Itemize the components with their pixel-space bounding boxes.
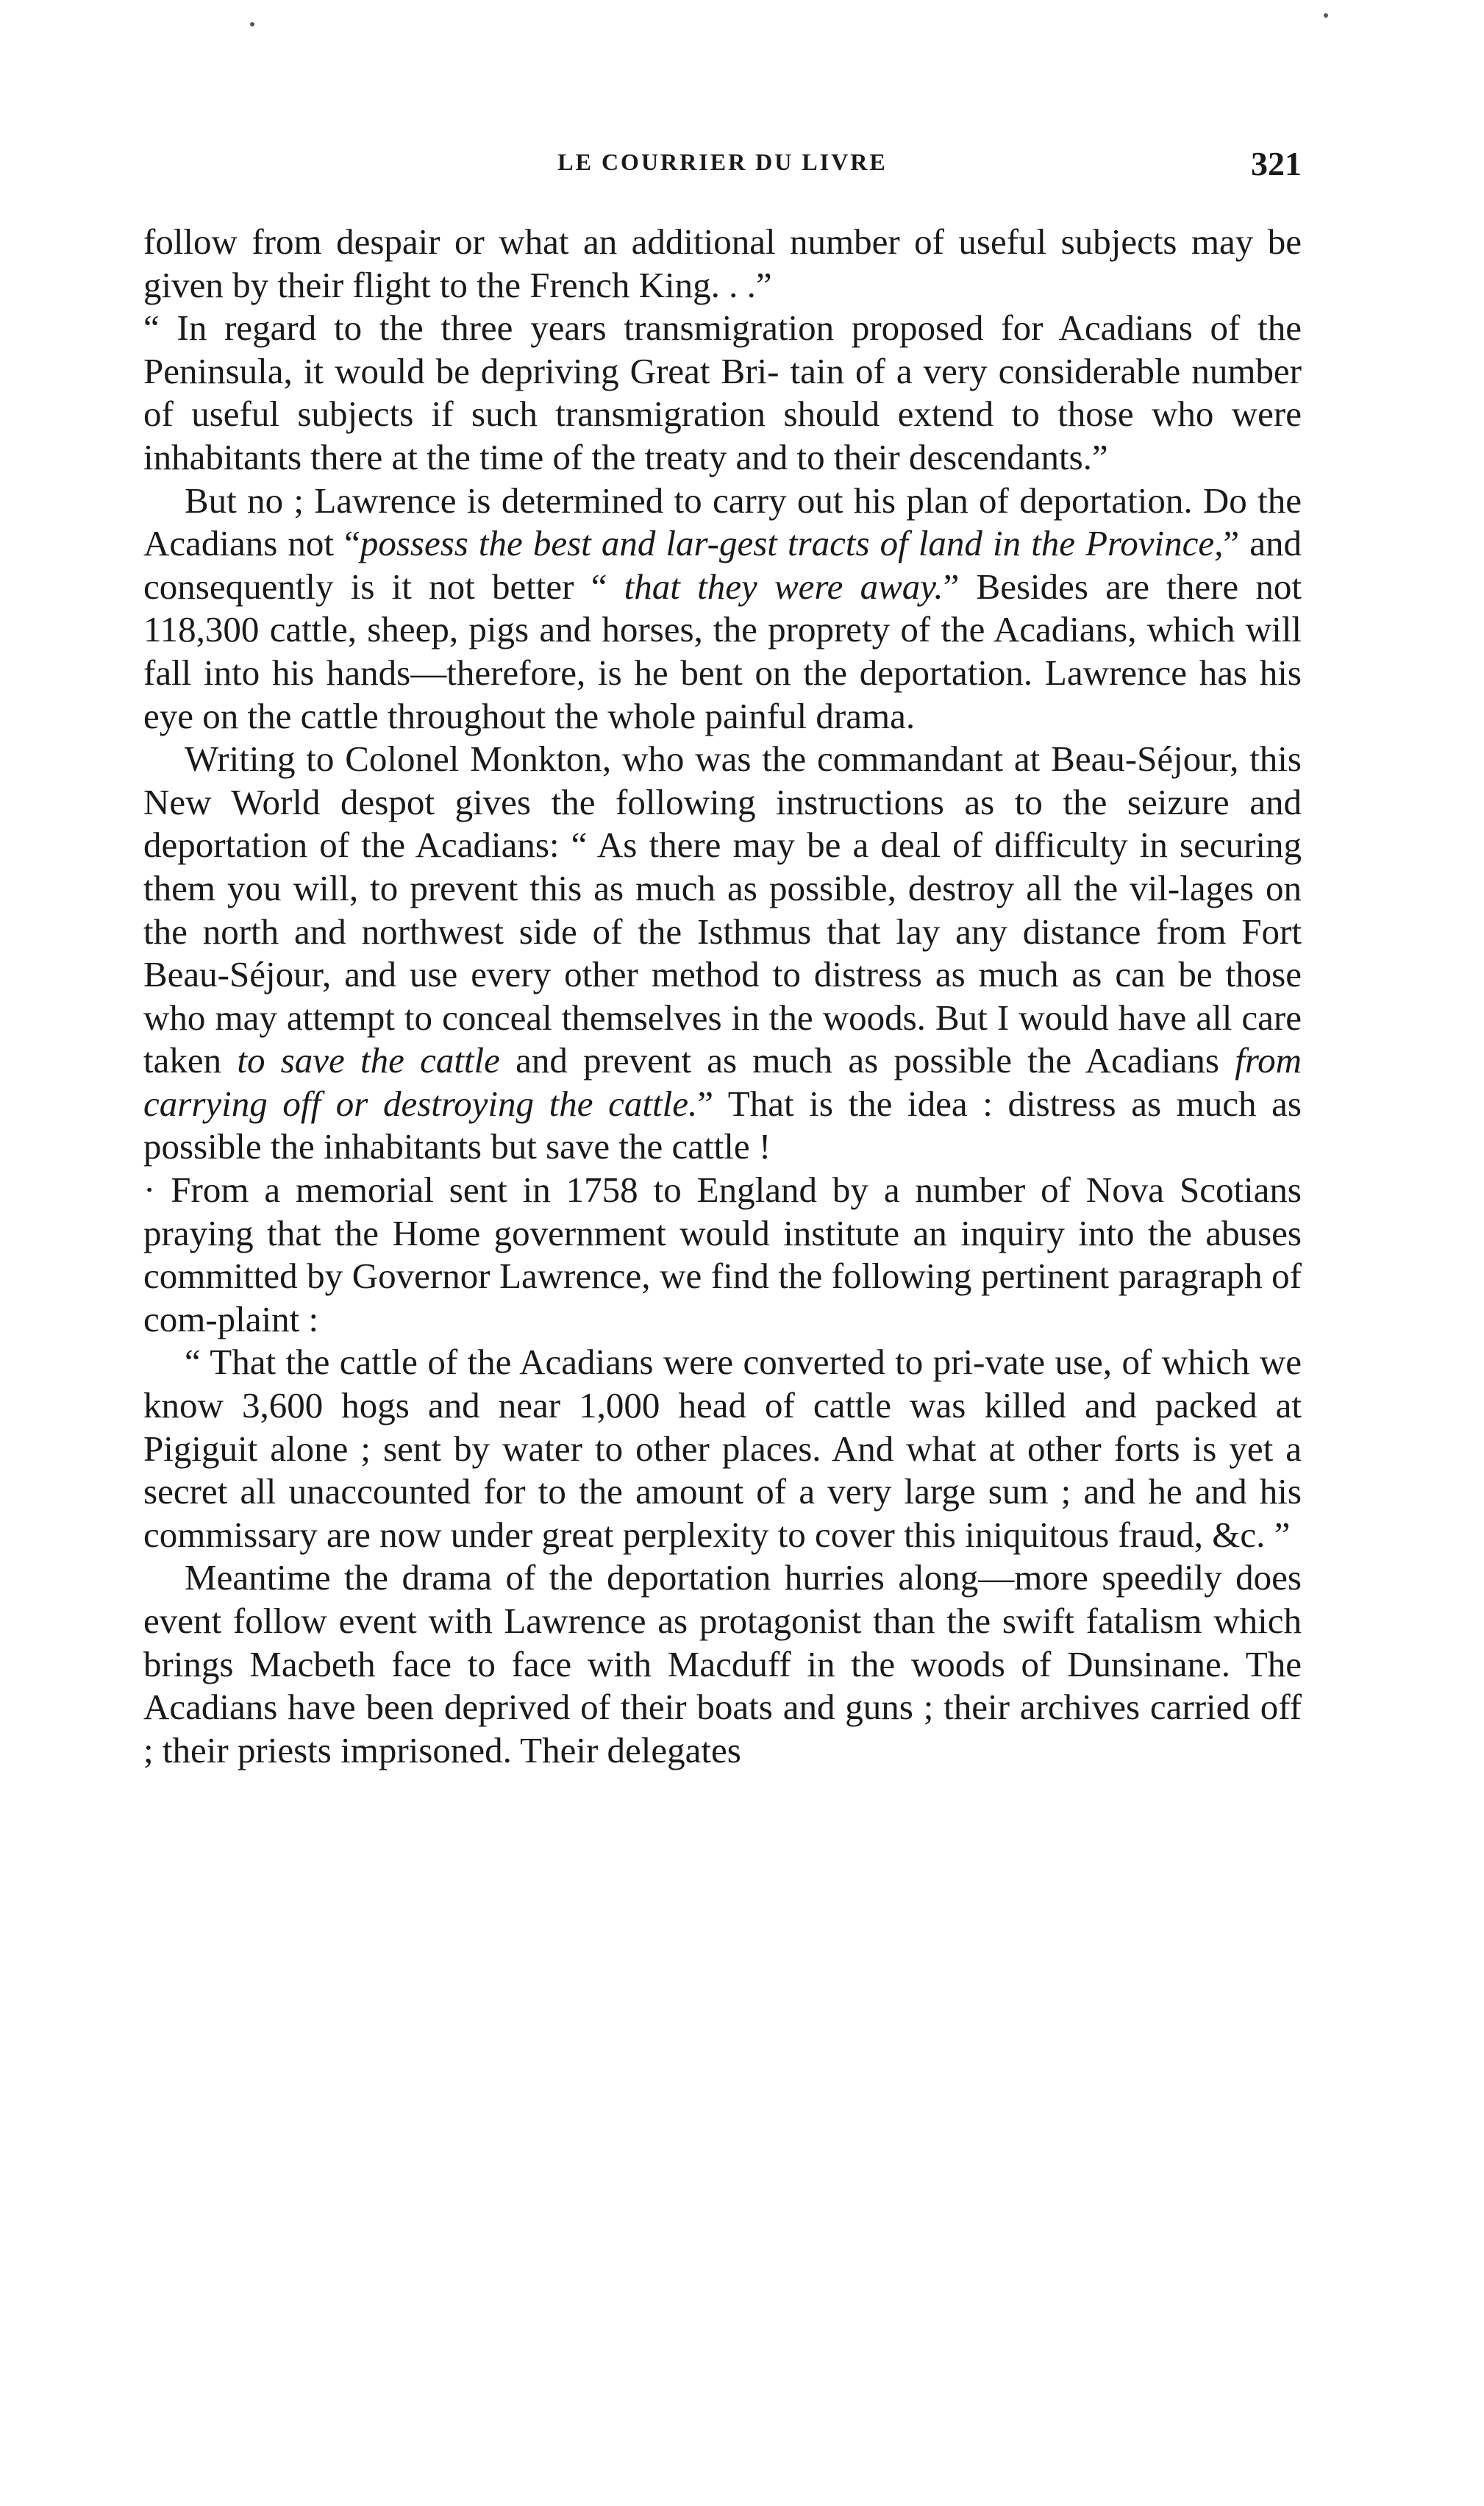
text-segment: “ That the cattle of the Acadians were converted to pri-vate use, of which we know 3,600 hogs and near 1,000 head of cattle was killed and packed at Pigiguit alone ; sent by water to other places. And what at other forts is yet a secret all unaccounted for to the amount of a very large sum ; and he and his commissary are now under great perplexity to cover this iniquitous fraud, &c. ” — [143, 1342, 1302, 1555]
paragraph-monkton-instructions — [143, 738, 1302, 1169]
paragraph-continuation — [143, 221, 1302, 307]
text-line: follow from despair or what an additional number of useful — [143, 221, 1047, 262]
italic-text: possess the best and lar-gest tracts of land in the Province, — [360, 523, 1224, 564]
text-segment: and prevent as much as possible the Acadians — [499, 1040, 1235, 1081]
text-line: there at the time of the treaty and to their descendants.” — [310, 436, 1108, 477]
text-segment: ” That is the idea : distress as much as possible the inhabitants but save the cattle ! — [143, 1083, 1302, 1167]
text-line: “ In regard to the three years transmigration proposed for — [143, 307, 1044, 349]
text-segment: Meantime the drama of the deportation hurries along—more speedily does event follow event with Lawrence as protagonist than the swift fatalism which brings Macbeth face to face with Macduff in the woods of Dunsinane. The Acadians have been deprived of their boats and guns ; their archives carried off ; their priests imprisoned. Their delegates — [143, 1557, 1302, 1770]
scan-speck-right — [1324, 13, 1328, 18]
paragraph-memorial-quote — [143, 1341, 1302, 1556]
text-segment: But no ; Lawrence is determined to carry out his plan of deportation. Do the Acadians not “ — [143, 480, 1302, 564]
paragraph-lawrence-deportation — [143, 480, 1302, 738]
paragraph-memorial — [143, 1169, 1302, 1341]
italic-text: that they were away. — [624, 566, 943, 607]
page-number: 321 — [1251, 145, 1302, 182]
text-line: subjects may be given by their flight to the French King. . .” — [143, 221, 1302, 305]
italic-text: to save the cattle — [237, 1040, 500, 1081]
page-header — [143, 144, 1302, 188]
running-title: LE COURRIER DU LIVRE — [557, 149, 888, 175]
text-segment: ” Besides are there not 118,300 cattle, sheep, pigs and horses, the proprety of the Acadians, which will fall into his hands—therefore, is he bent on the deportation. Lawrence has his eye on the cattle throughout the whole painful drama. — [143, 566, 1302, 736]
italic-text: from carrying off or destroying the cattle. — [143, 1040, 1302, 1124]
text-segment: ” and consequently is it not better “ — [143, 523, 1302, 607]
body-text — [143, 221, 1302, 1772]
paragraph-drama — [143, 1556, 1302, 1772]
text-segment: · From a memorial sent in 1758 to England by a number of Nova Scotians praying that the Home government would institute an inquiry into the abuses committed by Governor Lawrence, we find the following pertinent paragraph of com-plaint : — [143, 1170, 1302, 1339]
scan-speck-top — [250, 22, 254, 26]
text-segment: Writing to Colonel Monkton, who was the commandant at Beau-Séjour, this New World despot gives the following instructions as to the seizure and deportation of the Acadians: “ As there may be a deal of difficulty in securing them you will, to prevent this as much as possible, destroy all the vil-lages on the north and northwest side of the Isthmus that lay any distance from Fort Beau-Séjour, and use every other method to distress as much as can be those who may attempt to conceal themselves in the woods. But I would have all care taken — [143, 738, 1302, 1081]
paragraph-quote-transmigration — [143, 307, 1302, 479]
text-line: transmigration should extend to those who were inhabitants — [143, 394, 1302, 477]
text-line: Acadians of the Peninsula, it would be depriving Great Bri- — [143, 307, 1302, 391]
text-line: tain of a very considerable number of useful subjects if such — [143, 350, 1302, 435]
